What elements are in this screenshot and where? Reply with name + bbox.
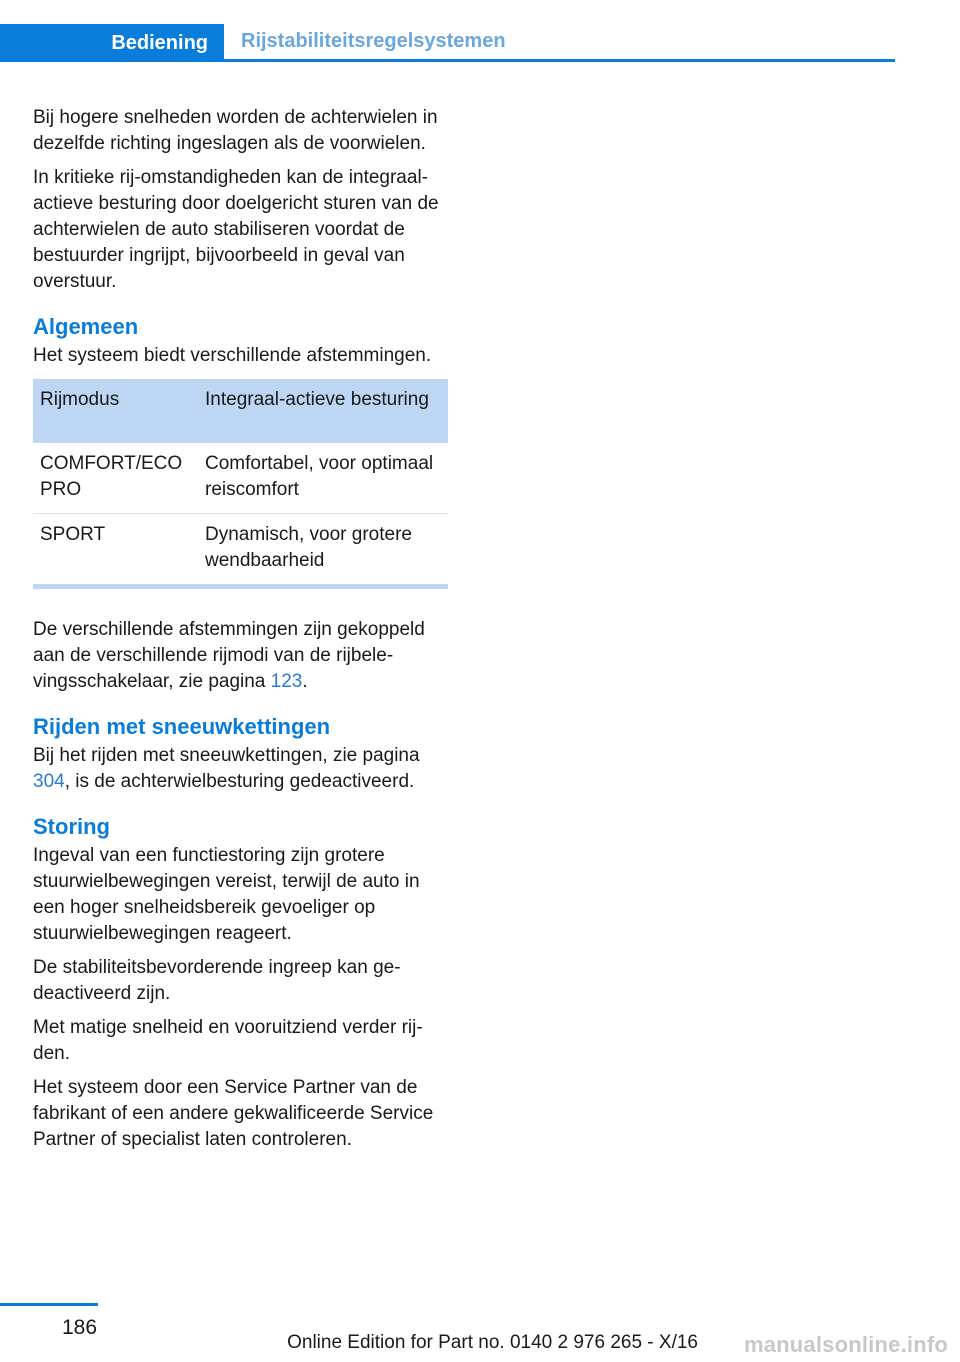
paragraph: Ingeval van een functiestoring zijn grotere stuurwielbewegingen vereist, terwijl de auto in een hoger snelheidsbereik gevoeliger op stuurwielbewegingen reageert.	[33, 845, 420, 944]
table-cell: COMFORT/ECO PRO	[40, 453, 183, 500]
watermark: manualsonline.info	[743, 1332, 948, 1357]
edition-label: Online Edition for Part no. 0140 2 976 265 - X/16	[287, 1332, 698, 1353]
table-cell: Dynamisch, voor grotere wendbaarheid	[205, 524, 412, 571]
text-span: De verschillende afstemmingen zijn gekoppeld aan de verschillende rijmodi van de rijbelevingsschakelaar, zie pagina	[33, 619, 425, 692]
paragraph	[33, 743, 448, 795]
text-span: Bij het rijden met sneeuwkettingen, zie pagina	[33, 745, 420, 766]
chapter-header	[0, 24, 895, 62]
page-number: 186	[62, 1316, 98, 1339]
section-heading-sneeuwkettingen: Rijden met sneeuwkettingen	[33, 714, 331, 739]
tab-bediening[interactable]: Bediening	[0, 24, 224, 62]
header-rule	[0, 59, 895, 62]
paragraph: Het systeem door een Service Partner van de fabrikant of een andere gekwalificeerde Service Partner of specialist laten controleren.	[33, 1077, 434, 1150]
table-cell: Comfortabel, voor optimaal reiscomfort	[205, 453, 434, 500]
section-heading-algemeen: Algemeen	[33, 314, 139, 339]
paragraph: Bij hogere snelheden worden de achterwielen in dezelfde richting ingeslagen als de voorwielen.	[33, 107, 438, 154]
page-link-304[interactable]: 304	[33, 771, 65, 792]
section-heading-storing: Storing	[33, 814, 110, 839]
text-span: , is de achterwielbesturing gedeactiveerd.	[64, 771, 415, 792]
footer-rule	[0, 1303, 98, 1306]
table-header-cell: Integraal-actieve besturing	[205, 389, 429, 410]
paragraph	[33, 617, 448, 695]
tab-rijstabiliteitsregelsystemen[interactable]: Rijstabiliteitsregelsystemen	[241, 30, 506, 52]
paragraph: Het systeem biedt verschillende afstemmingen.	[33, 345, 432, 366]
driving-mode-table	[33, 379, 448, 589]
table-row	[33, 513, 448, 584]
main-column	[33, 105, 448, 1161]
page-link-123[interactable]: 123	[270, 671, 303, 692]
paragraph: De stabiliteitsbevorderende ingreep kan gedeactiveerd zijn.	[33, 957, 401, 1004]
text-span: .	[302, 671, 308, 692]
paragraph: In kritieke rij-omstandigheden kan de integraal-actieve besturing door doelgericht sturen van de achterwielen de auto stabiliseren voordat de bestuurder ingrijpt, bijvoorbeeld in geval van overstuur.	[33, 167, 439, 292]
paragraph: Met matige snelheid en vooruitziend verder rijden.	[33, 1017, 423, 1064]
table-row	[33, 443, 448, 513]
table-cell: SPORT	[40, 524, 106, 545]
table-header-cell: Rijmodus	[40, 389, 120, 410]
table-header-row	[33, 379, 448, 443]
